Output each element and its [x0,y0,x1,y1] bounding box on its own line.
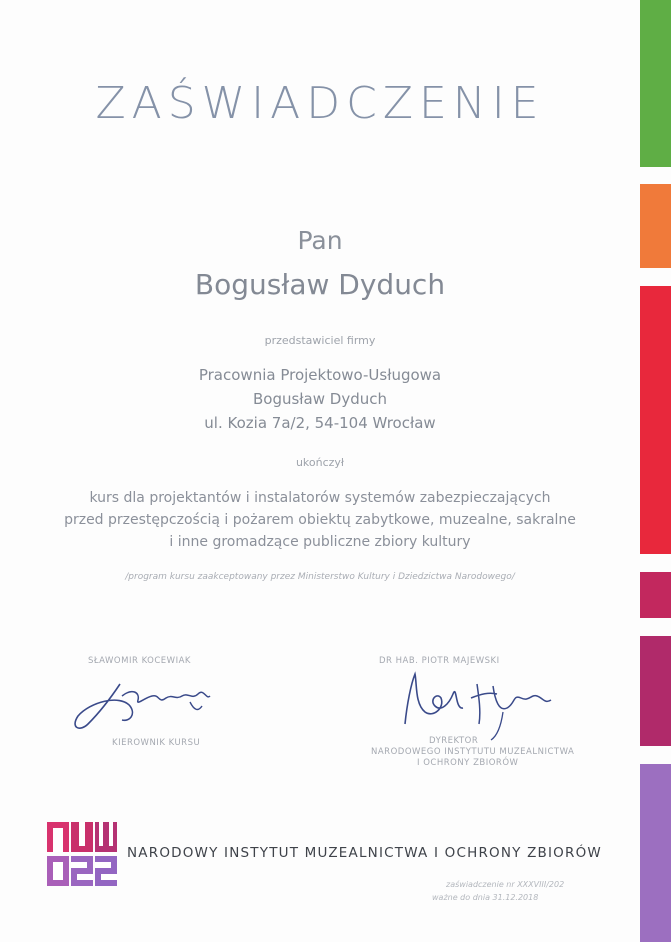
right-signatory-role: DYREKTOR [429,736,479,746]
stripe-magenta [640,636,671,746]
course-line1: kurs dla projektantów i instalatorów systemów zabezpieczających [89,490,551,506]
right-signatory-institution-cont: I OCHRONY ZBIORÓW [417,758,519,768]
institute-name: NARODOWY INSTYTUT MUZEALNICTWA I OCHRONY ZBIORÓW [127,845,602,861]
stripe-purple [640,764,671,942]
honorific: Pan [297,226,343,255]
right-signatory-name: DR HAB. PIOTR MAJEWSKI [379,656,500,666]
left-signatory-name: SŁAWOMIR KOCEWIAK [88,656,191,666]
nimoz-logo [47,822,119,886]
stripe-orange [640,184,671,268]
stripe-green [640,0,671,167]
left-handwritten-signature [60,666,230,736]
certificate-title: ZAŚWIADCZENIE [95,78,545,129]
left-signature-block [70,656,250,746]
firm-name-line2: Bogusław Dyduch [252,390,387,408]
recipient-name: Bogusław Dyduch [194,268,446,301]
completed-label: ukończył [295,456,345,469]
program-note: /program kursu zaakceptowany przez Ministerstwo Kultury i Dziedzictwa Narodowego/ [125,572,515,582]
left-signatory-role: KIEROWNIK KURSU [112,738,201,748]
certificate-number: zaświadczenie nr XXXVIII/202 [446,880,565,889]
firm-name-line1: Pracownia Projektowo-Usługowa [198,366,442,384]
certificate-valid-until: ważne do dnia 31.12.2018 [432,893,539,902]
right-handwritten-signature [385,664,575,744]
stripe-red [640,286,671,554]
stripe-magenta-short [640,572,671,618]
firm-address: ul. Kozia 7a/2, 54-104 Wrocław [204,414,436,432]
right-signature-block [365,656,605,776]
course-line2: przed przestępczością i pożarem obiektų zabytkowe, muzealne, sakralne [64,512,576,528]
course-line3: i inne gromadzące publiczne zbiory kultury [169,534,471,550]
representative-label: przedstawiciel firmy [264,334,376,347]
right-signatory-institution: NARODOWEGO INSTYTUTU MUZEALNICTWA [371,747,575,757]
